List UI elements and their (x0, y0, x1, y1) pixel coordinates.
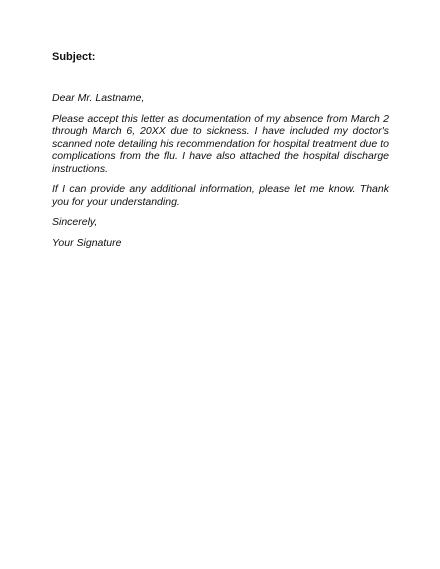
signature: Your Signature (52, 236, 122, 249)
letter-body (52, 92, 389, 249)
salutation: Dear Mr. Lastname, (52, 92, 145, 104)
body-paragraph-2: If I can provide any additional information, please let me know. Thank you for your understanding. (52, 183, 389, 208)
subject-line: Subject: (52, 51, 96, 63)
closing: Sincerely, (52, 216, 98, 228)
body-paragraph-1: Please accept this letter as documentation of my absence from March 2 through March 6, 20XX due to sickness. I have included my doctor's scanned note detailing his recommendation for hospital treatment due to complications from the flu. I have also attached the hospital discharge instructions. (52, 112, 389, 175)
